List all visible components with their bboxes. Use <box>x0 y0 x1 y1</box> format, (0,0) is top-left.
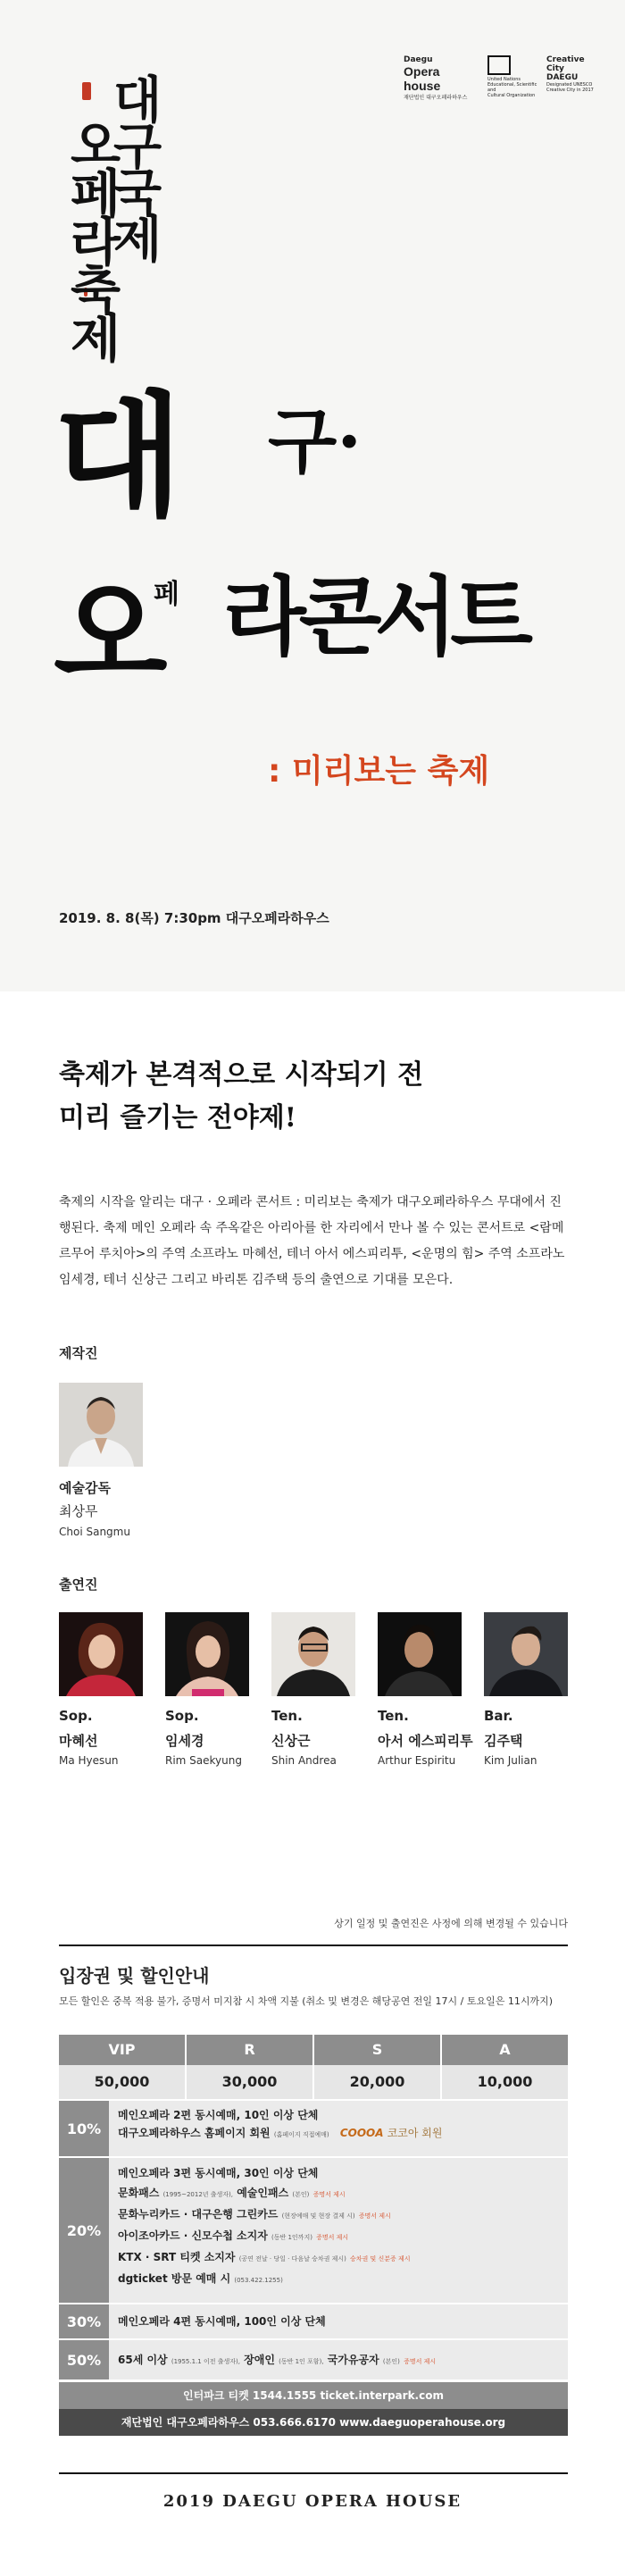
vertical-title-part-1: 대구국제 <box>104 73 163 259</box>
production-label: 제작진 <box>59 1345 98 1361</box>
cast-name-ko: 마혜선 <box>59 1733 98 1749</box>
interpark-contact[interactable]: 인터파크 티켓 1544.1555 ticket.interpark.com <box>59 2382 568 2409</box>
discount-rate: 50% <box>59 2340 109 2379</box>
ticket-section-title: 입장권 및 할인안내 <box>59 1965 210 1986</box>
discount-row-20 <box>59 2158 568 2303</box>
discount-details: 메인오페라 3편 동시예매, 30인 이상 단체 문화패스 (1995~2012년 출생자), 예술인패스 (본인) 증명서 제시 문화누리카드 · 대구은행 그린카드 (현장예매 및 현장 결제 시) 증명서 제시 아이조아카드 · 신모수첩 소지자 (동반 1인까지) 증명서 제시 KTX · SRT 티켓 소지자 (공연 전날 · 당일 · 다음날 승차권 제시) 승차권 및 신분증 제시 dgticket 방문 예매 시 (053.422.1255) <box>109 2158 568 2303</box>
cast-name-en: Ma Hyesun <box>59 1754 119 1767</box>
cast-role: Sop. <box>165 1708 199 1724</box>
director-name-ko: 최상무 <box>59 1503 98 1519</box>
cast-photo-arthur-espiritu <box>378 1612 462 1696</box>
concert-subtitle: : 미리보는 축제 <box>268 753 490 790</box>
festival-vertical-title <box>59 73 193 359</box>
cast-name-ko: 임세경 <box>165 1733 204 1749</box>
price-cell: 10,000 <box>442 2065 568 2099</box>
divider <box>59 1945 568 1946</box>
discount-rate: 10% <box>59 2101 109 2156</box>
cast-name-en: Arthur Espiritu <box>378 1754 456 1767</box>
creative-city-logo: Creative City DAEGU Designated UNESCO Creative City in 2017 <box>546 55 594 93</box>
cast-role: Ten. <box>378 1708 409 1724</box>
discount-rate: 20% <box>59 2158 109 2303</box>
seat-grade-header: VIP <box>59 2035 187 2065</box>
concert-title: 대 구· 오 페 라콘서트 <box>54 378 526 705</box>
cast-role: Ten. <box>271 1708 303 1724</box>
director-role: 예술감독 <box>59 1480 111 1496</box>
seat-grade-header: S <box>314 2035 442 2065</box>
cast-label: 출연진 <box>59 1577 98 1593</box>
discount-row-10 <box>59 2101 568 2156</box>
cast-name-en: Rim Saekyung <box>165 1754 242 1767</box>
event-date: 2019. 8. 8(목) 7:30pm 대구오페라하우스 <box>59 910 329 926</box>
footer-divider <box>59 2472 568 2474</box>
headline: 축제가 본격적으로 시작되기 전 미리 즐기는 전야제! <box>59 1059 424 1133</box>
director-photo <box>59 1383 143 1467</box>
price-header-row <box>59 2035 568 2065</box>
discount-details: 65세 이상 (1955.1.1 이전 출생자), 장애인 (동반 1인 포함), 국가유공자 (본인) 증명서 제시 <box>109 2340 568 2379</box>
unesco-logo: United Nations Educational, Scientific and Cultural Organization <box>488 55 538 98</box>
daegu-opera-house-logo: Daegu Opera house 재단법인 대구오페라하우스 <box>404 55 468 101</box>
cast-name-ko: 김주택 <box>484 1733 523 1749</box>
cast-role: Sop. <box>59 1708 93 1724</box>
cast-name-ko: 신상근 <box>271 1733 311 1749</box>
cast-name-ko: 아서 에스피리투 <box>378 1733 473 1749</box>
cast-photo-shin-andrea <box>271 1612 355 1696</box>
red-seal-mark <box>82 82 91 100</box>
intro-text: 축제의 시작을 알리는 대구 · 오페라 콘서트 : 미리보는 축제가 대구오페라하우스 무대에서 진행된다. 축제 메인 오페라 속 주옥같은 아리아를 한 자리에서 만나 볼 수 있는 콘서트로 <람메르무어 루치아>의 주역 소프라노 마혜선, 테너 아서 에스피리투, <운명의 힘> 주역 소프라노 임세경, 테너 신상근 그리고 바리톤 김주택 등의 출연으로 기대를 모은다. <box>59 1195 565 1287</box>
unesco-temple-icon <box>488 55 511 75</box>
cocoa-brand-logo: COOOA <box>339 2127 384 2139</box>
discount-row-30 <box>59 2304 568 2338</box>
hero-section <box>0 0 625 991</box>
cast-name-en: Kim Julian <box>484 1754 538 1767</box>
cast-photo-rim-saekyung <box>165 1612 249 1696</box>
discount-details: 메인오페라 4편 동시예매, 100인 이상 단체 <box>109 2304 568 2338</box>
sponsor-logos <box>404 55 600 113</box>
change-notice: 상기 일정 및 출연진은 사정에 의해 변경될 수 있습니다 <box>334 1918 568 1929</box>
discount-rate: 30% <box>59 2304 109 2338</box>
price-cell: 30,000 <box>187 2065 314 2099</box>
price-cell: 50,000 <box>59 2065 187 2099</box>
cast-photo-ma-hyesun <box>59 1612 143 1696</box>
price-value-row <box>59 2065 568 2099</box>
price-cell: 20,000 <box>314 2065 442 2099</box>
organizer-contact[interactable]: 재단법인 대구오페라하우스 053.666.6170 www.daeguoperahouse.org <box>59 2409 568 2436</box>
discount-details: 메인오페라 2편 동시예매, 10인 이상 단체 대구오페라하우스 홈페이지 회원 (홈페이지 직접예매) COOOA 코코아 회원 <box>109 2101 568 2156</box>
director-name-en: Choi Sangmu <box>59 1526 130 1538</box>
vertical-title-part-2: 오페라축제 <box>61 118 121 359</box>
seat-grade-header: A <box>442 2035 568 2065</box>
discount-row-50 <box>59 2340 568 2379</box>
footer-title: 2019 DAEGU OPERA HOUSE <box>162 2492 462 2511</box>
ticket-section-note: 모든 할인은 중복 적용 불가, 증명서 미지참 시 차액 지불 (취소 및 변경은 해당공연 전일 17시 / 토요일은 11시까지) <box>59 1995 554 2007</box>
cast-photo-kim-julian <box>484 1612 568 1696</box>
cast-role: Bar. <box>484 1708 513 1724</box>
cast-name-en: Shin Andrea <box>271 1754 337 1767</box>
seat-grade-header: R <box>187 2035 314 2065</box>
